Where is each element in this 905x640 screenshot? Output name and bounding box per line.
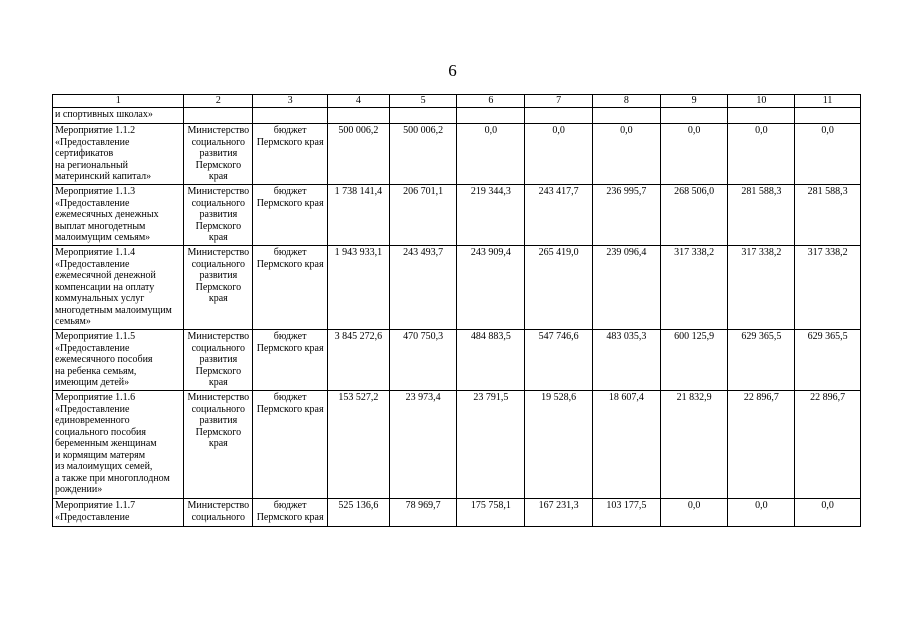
value-cell: 243 909,4: [457, 246, 525, 330]
value-cell: 3 845 272,6: [328, 330, 390, 391]
value-cell: 153 527,2: [328, 391, 390, 499]
value-cell: 22 896,7: [728, 391, 795, 499]
value-cell: 484 883,5: [457, 330, 525, 391]
empty-cell: [457, 108, 525, 124]
empty-cell: [328, 108, 390, 124]
value-cell: 18 607,4: [592, 391, 660, 499]
executor: Министерство социального развития Пермского края: [184, 246, 253, 330]
value-cell: 268 506,0: [660, 185, 728, 246]
value-cell: 0,0: [728, 499, 795, 527]
value-cell: 0,0: [795, 124, 861, 185]
measure-name: Мероприятие 1.1.2 «Предоставление сертификатов на региональный материнский капитал»: [53, 124, 184, 185]
value-cell: 0,0: [660, 124, 728, 185]
executor: Министерство социального развития Пермского края: [184, 185, 253, 246]
budget-table: [52, 94, 861, 527]
value-cell: 78 969,7: [389, 499, 457, 527]
empty-cell: [660, 108, 728, 124]
funding-source: бюджет Пермского края: [253, 330, 328, 391]
column-number: 6: [457, 95, 525, 108]
value-cell: 0,0: [592, 124, 660, 185]
measure-name: Мероприятие 1.1.6 «Предоставление единовременного социального пособия беременным женщинам и кормящим матерям из малоимущих семей, а также при многоплодном рождении»: [53, 391, 184, 499]
value-cell: 0,0: [660, 499, 728, 527]
value-cell: 22 896,7: [795, 391, 861, 499]
value-cell: 500 006,2: [389, 124, 457, 185]
value-cell: 206 701,1: [389, 185, 457, 246]
page-number: 6: [448, 61, 457, 80]
value-cell: 500 006,2: [328, 124, 390, 185]
continuation-row: [53, 108, 861, 124]
funding-source: бюджет Пермского края: [253, 124, 328, 185]
measure-name: Мероприятие 1.1.4 «Предоставление ежемесячной денежной компенсации на оплату коммунальных услуг многодетным малоимущим семьям»: [53, 246, 184, 330]
executor: Министерство социального: [184, 499, 253, 527]
empty-cell: [184, 108, 253, 124]
column-number: 4: [328, 95, 390, 108]
funding-source: бюджет Пермского края: [253, 185, 328, 246]
column-number-row: [53, 95, 861, 108]
value-cell: 317 338,2: [660, 246, 728, 330]
empty-cell: [253, 108, 328, 124]
empty-cell: [389, 108, 457, 124]
table-row: [53, 391, 861, 499]
table-row: [53, 124, 861, 185]
value-cell: 547 746,6: [525, 330, 593, 391]
column-number: 1: [53, 95, 184, 108]
funding-source: бюджет Пермского края: [253, 499, 328, 527]
column-number: 10: [728, 95, 795, 108]
funding-source: бюджет Пермского края: [253, 246, 328, 330]
value-cell: 0,0: [728, 124, 795, 185]
value-cell: 236 995,7: [592, 185, 660, 246]
empty-cell: [525, 108, 593, 124]
table-row: [53, 185, 861, 246]
measure-name: Мероприятие 1.1.3 «Предоставление ежемесячных денежных выплат многодетным малоимущим семьям»: [53, 185, 184, 246]
value-cell: 103 177,5: [592, 499, 660, 527]
funding-source: бюджет Пермского края: [253, 391, 328, 499]
value-cell: 317 338,2: [795, 246, 861, 330]
measure-name: Мероприятие 1.1.5 «Предоставление ежемесячного пособия на ребенка семьям, имеющим детей»: [53, 330, 184, 391]
empty-cell: [795, 108, 861, 124]
table-row: [53, 499, 861, 527]
value-cell: 1 943 933,1: [328, 246, 390, 330]
value-cell: 23 791,5: [457, 391, 525, 499]
value-cell: 281 588,3: [728, 185, 795, 246]
value-cell: 281 588,3: [795, 185, 861, 246]
value-cell: 525 136,6: [328, 499, 390, 527]
continuation-text: и спортивных школах»: [53, 108, 184, 124]
value-cell: 243 417,7: [525, 185, 593, 246]
value-cell: 243 493,7: [389, 246, 457, 330]
value-cell: 470 750,3: [389, 330, 457, 391]
value-cell: 21 832,9: [660, 391, 728, 499]
value-cell: 175 758,1: [457, 499, 525, 527]
executor: Министерство социального развития Пермского края: [184, 330, 253, 391]
value-cell: 629 365,5: [728, 330, 795, 391]
empty-cell: [728, 108, 795, 124]
value-cell: 1 738 141,4: [328, 185, 390, 246]
executor: Министерство социального развития Пермского края: [184, 391, 253, 499]
value-cell: 239 096,4: [592, 246, 660, 330]
table-row: [53, 246, 861, 330]
value-cell: 629 365,5: [795, 330, 861, 391]
measure-name: Мероприятие 1.1.7 «Предоставление: [53, 499, 184, 527]
value-cell: 167 231,3: [525, 499, 593, 527]
empty-cell: [592, 108, 660, 124]
value-cell: 219 344,3: [457, 185, 525, 246]
table-row: [53, 330, 861, 391]
column-number: 5: [389, 95, 457, 108]
value-cell: 19 528,6: [525, 391, 593, 499]
value-cell: 600 125,9: [660, 330, 728, 391]
column-number: 9: [660, 95, 728, 108]
value-cell: 23 973,4: [389, 391, 457, 499]
value-cell: 0,0: [525, 124, 593, 185]
value-cell: 265 419,0: [525, 246, 593, 330]
value-cell: 0,0: [457, 124, 525, 185]
column-number: 8: [592, 95, 660, 108]
column-number: 2: [184, 95, 253, 108]
value-cell: 0,0: [795, 499, 861, 527]
executor: Министерство социального развития Пермского края: [184, 124, 253, 185]
value-cell: 483 035,3: [592, 330, 660, 391]
value-cell: 317 338,2: [728, 246, 795, 330]
column-number: 11: [795, 95, 861, 108]
column-number: 7: [525, 95, 593, 108]
column-number: 3: [253, 95, 328, 108]
